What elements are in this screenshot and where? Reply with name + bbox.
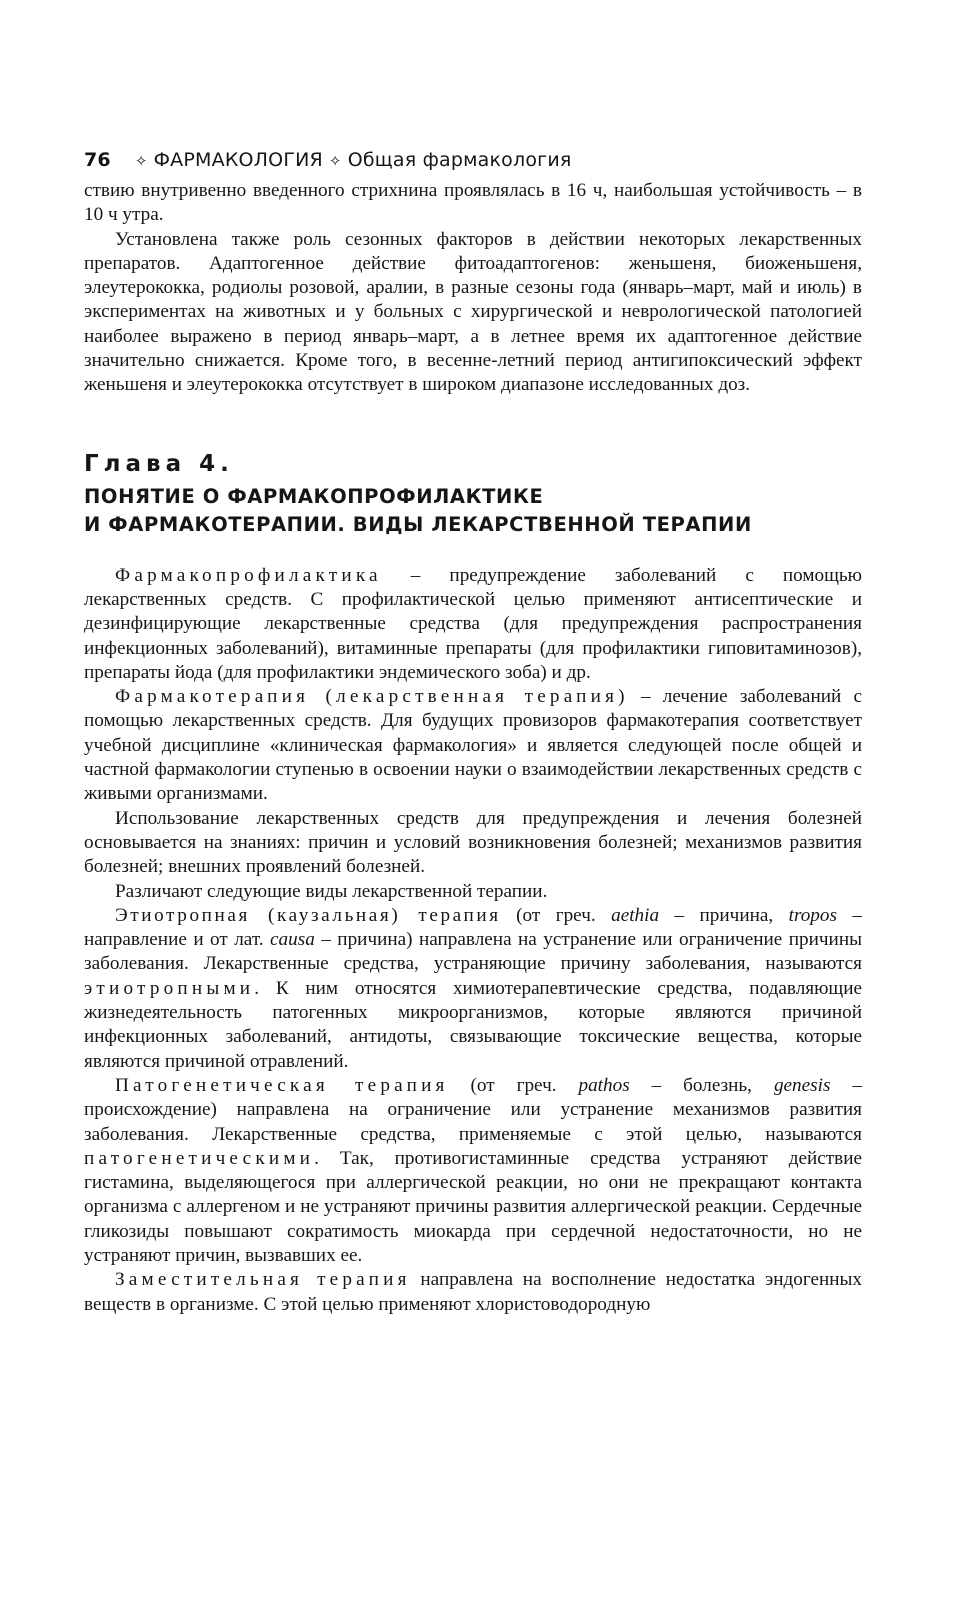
greek-word-tropos: tropos (788, 904, 837, 926)
term-etiotropic-therapy: Этиотропная (каузальная) терапия (115, 904, 501, 926)
paragraph-text: – предупреждение заболеваний с помощью лекарственных средств. С профилактической целью применяют антисептические и дезинфицирующие лекарственные средства (для предупреждения распространения инфекционных заболеваний), витаминные препараты (для профилактики гиповитаминозов), препараты йода (для профилактики эндемического зоба) и др. (84, 564, 862, 683)
paragraph-knowledge-basis: Использование лекарственных средств для предупреждения и лечения болезней основывается на знаниях: причин и условий возникновения болезней; механизмов развития болезней; внешних проявлений болезней. (84, 807, 862, 878)
paragraph-text: . К ним относятся химиотерапевтические средства, подавляющие жизнедеятельность патогенных микроорганизмов, которые являются причиной инфекционных заболеваний, антидоты, связывающие токсические вещества, которые являются причиной отравлений. (84, 977, 862, 1072)
latin-word-causa: causa (270, 929, 315, 951)
paragraph-text: – происхождение) направлена на ограничение или устранение механизмов развития заболевания. Лекарственные средства, применяемые с этой целью, называются (84, 1074, 862, 1145)
book-page (84, 148, 862, 1317)
paragraph-text: – направление и от лат. (84, 904, 862, 951)
term-pathogenetic-therapy: Патогенетическая терапия (115, 1074, 449, 1096)
paragraph-replacement (84, 1268, 862, 1317)
paragraph-therapy-types-intro: Различают следующие виды лекарственной терапии. (115, 880, 548, 902)
paragraph-text: – причина) направлена на устранение или ограничение причины заболевания. Лекарственные средства, устраняющие причину заболевания, называются (84, 929, 862, 975)
term-etiotropic: этиотропными (84, 977, 255, 999)
chapter-body (84, 564, 862, 1317)
paragraph-etiotropic (84, 904, 862, 1074)
chapter-title: ПОНЯТИЕ О ФАРМАКОПРОФИЛАКТИКЕ И ФАРМАКОТЕРАПИИ. ВИДЫ ЛЕКАРСТВЕННОЙ ТЕРАПИИ (84, 484, 752, 536)
chapter-number: Глава 4. (84, 450, 234, 477)
paragraph-text: – болезнь, (629, 1074, 774, 1096)
paragraph-pharmacotherapy (84, 685, 862, 806)
term-replacement-therapy: Заместительная терапия (115, 1269, 411, 1291)
paragraph-pharmacoprophylaxis (84, 564, 862, 685)
term-pharmacotherapy: Фармакотерапия (лекарственная терапия) (115, 686, 629, 708)
greek-word-genesis: genesis (773, 1074, 831, 1096)
running-head (84, 148, 862, 173)
paragraph-text: – лечение заболеваний с помощью лекарственных средств. Для будущих провизоров фармакотерапия соответствует учебной дисциплине «клиническая фармакология» и является следующей после общей и частной фармакологии ступенью в освоении науки о взаимодействии лекарственных средств с живыми организмами. (84, 686, 862, 805)
page-number: 76 (84, 149, 111, 171)
intro-text (84, 179, 862, 398)
chapter-heading (84, 449, 862, 539)
paragraph-text: – причина, (659, 904, 789, 926)
section-title: Общая фармакология (347, 149, 572, 171)
paragraph-text: (от греч. (448, 1074, 579, 1096)
intro-paragraph-2: Установлена также роль сезонных факторов в действии некоторых лекарственных препаратов. Адаптогенное действие фитоадаптогенов: женьшеня, биоженьшеня, элеутерококка, родиолы розовой, аралии, в разные сезоны года (январь–март, май и июль) в экспериментах на животных и у больных с хирургической и неврологической патологией наиболее выражено в период январь–март, а в летнее время их адаптогенное действие значительно снижается. Кроме того, в весенне-летний период антигипоксический эффект женьшеня и элеутерококка отсутствует в широком диапазоне исследованных доз. (84, 228, 862, 396)
greek-word-aethia: aethia (611, 904, 660, 926)
diamond-separator-icon: ✧ (328, 152, 342, 170)
term-pharmacoprophylaxis: Фармакопрофилактика (115, 564, 382, 586)
intro-paragraph-1: ствию внутривенно введенного стрихнина проявлялась в 16 ч, наибольшая устойчивость – в 10 ч утра. (84, 180, 862, 226)
paragraph-text: . Так, противогистаминные средства устраняют действие гистамина, выделяющегося при аллергической реакции, но они не прекращают контакта организма с аллергеном и не устраняют причины развития аллергической реакции. Сердечные гликозиды повышают сократимость миокарда при сердечной недостаточности, но не устраняют причин, вызвавших ее. (84, 1147, 862, 1266)
paragraph-text: направлена на восполнение недостатка эндогенных веществ в организме. С этой целью применяют хлористоводородную (84, 1269, 863, 1315)
term-pathogenetic: патогенетическими (84, 1147, 315, 1169)
paragraph-pathogenetic (84, 1074, 862, 1268)
book-title: ФАРМАКОЛОГИЯ (153, 149, 323, 171)
paragraph-text: (от греч. (500, 904, 612, 926)
greek-word-pathos: pathos (578, 1074, 630, 1096)
diamond-separator-icon: ✧ (134, 152, 148, 170)
